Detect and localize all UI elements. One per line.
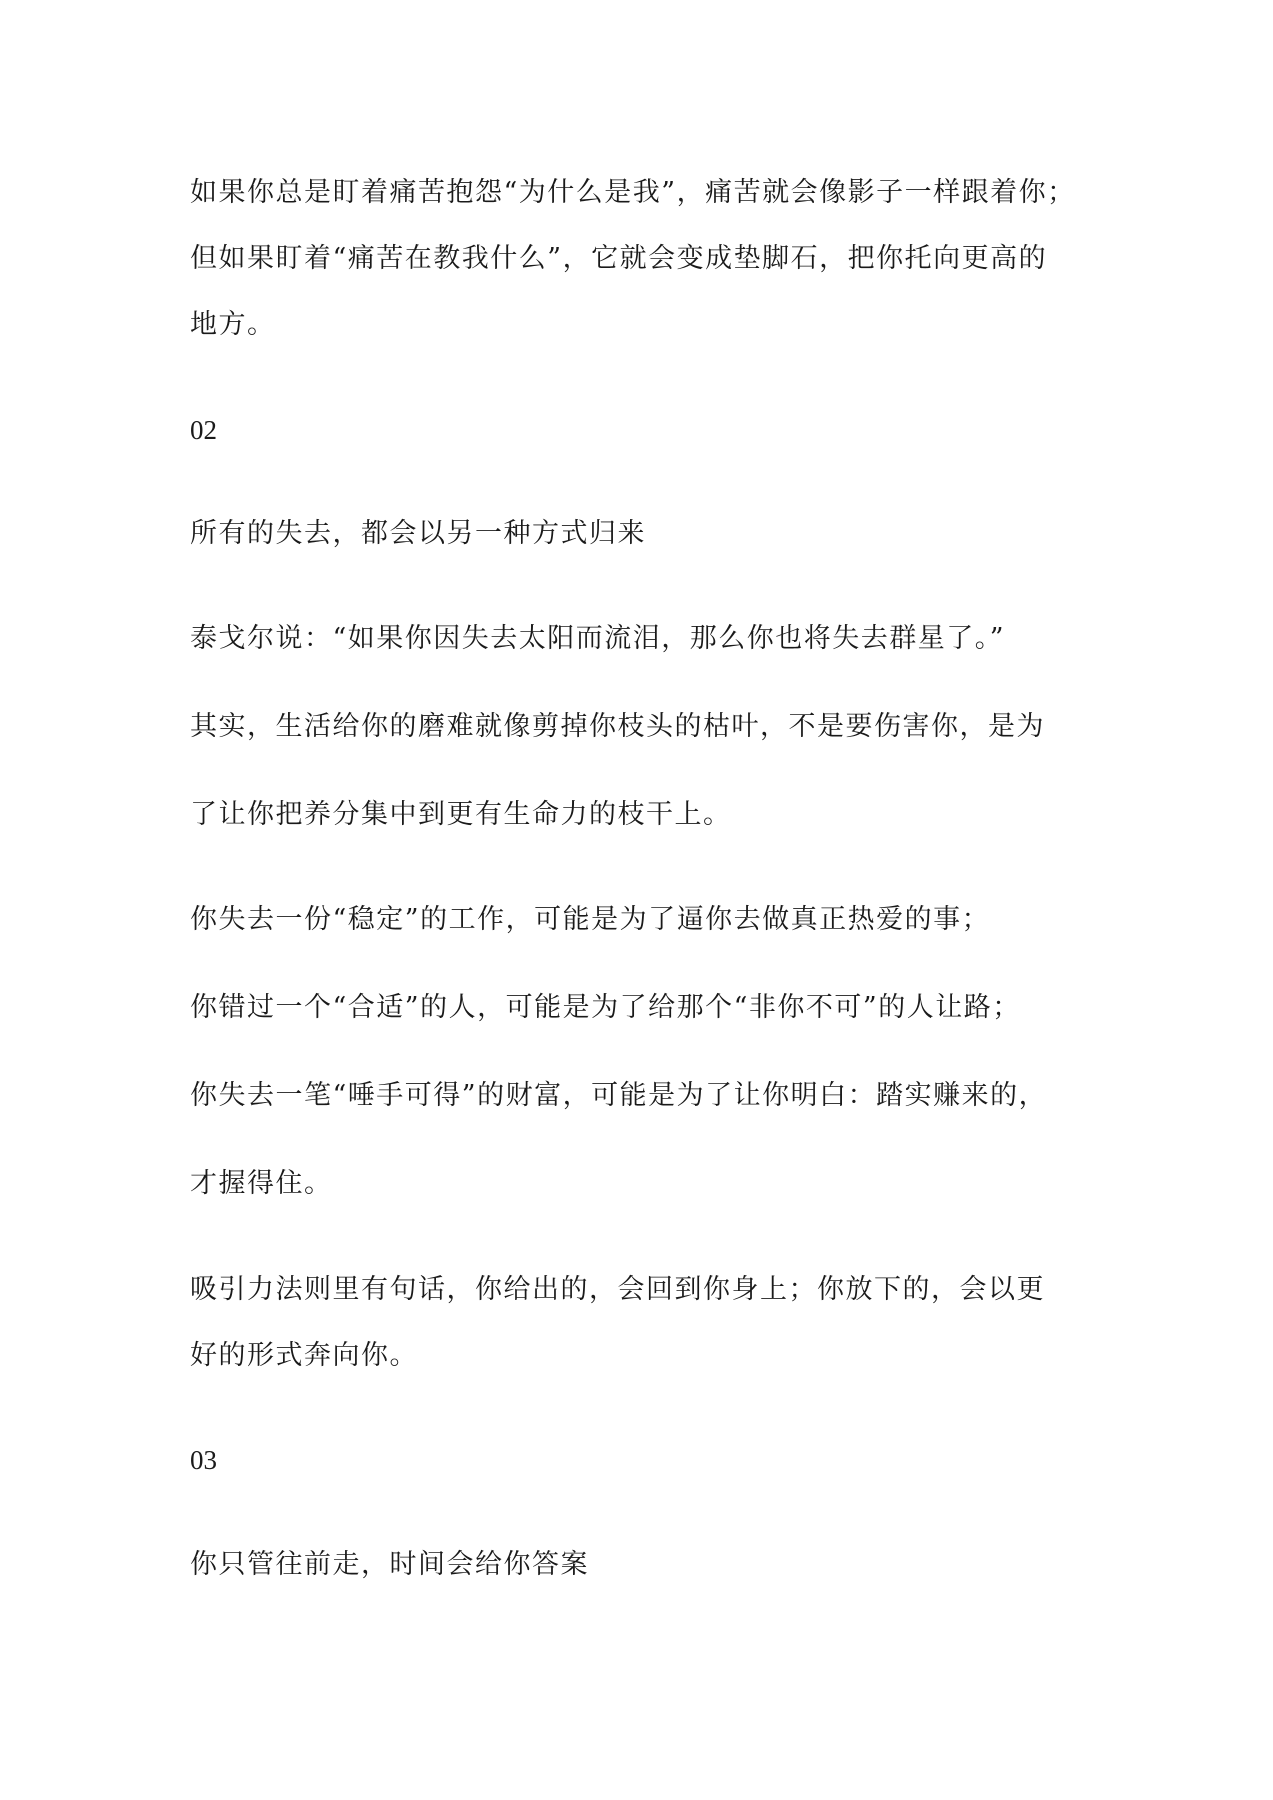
paragraph-line: 才握得住。 (190, 1168, 333, 1199)
paragraph-line: 你失去一笔“唾手可得”的财富，可能是为了让你明白：踏实赚来的， (190, 1080, 1048, 1111)
section-heading: 你只管往前走，时间会给你答案 (190, 1549, 589, 1580)
paragraph-line: 好的形式奔向你。 (190, 1340, 418, 1371)
quote-line: 泰戈尔说：“如果你因失去太阳而流泪，那么你也将失去群星了。” (190, 623, 1006, 654)
paragraph-line: 但如果盯着“痛苦在教我什么”，它就会变成垫脚石，把你托向更高的 (190, 243, 1048, 274)
section-number: 02 (190, 415, 217, 445)
section-heading: 所有的失去，都会以另一种方式归来 (190, 518, 646, 549)
paragraph-line: 其实，生活给你的磨难就像剪掉你枝头的枯叶，不是要伤害你，是为 (190, 711, 1045, 742)
paragraph-line: 吸引力法则里有句话，你给出的，会回到你身上；你放下的，会以更 (190, 1274, 1045, 1305)
section-number: 03 (190, 1445, 217, 1475)
paragraph-line: 地方。 (190, 309, 276, 340)
paragraph-line: 你错过一个“合适”的人，可能是为了给那个“非你不可”的人让路； (190, 992, 1021, 1023)
paragraph-line: 了让你把养分集中到更有生命力的枝干上。 (190, 799, 732, 830)
paragraph-line: 你失去一份“稳定”的工作，可能是为了逼你去做真正热爱的事； (190, 904, 991, 935)
paragraph-line: 如果你总是盯着痛苦抱怨“为什么是我”，痛苦就会像影子一样跟着你； (190, 177, 1076, 208)
